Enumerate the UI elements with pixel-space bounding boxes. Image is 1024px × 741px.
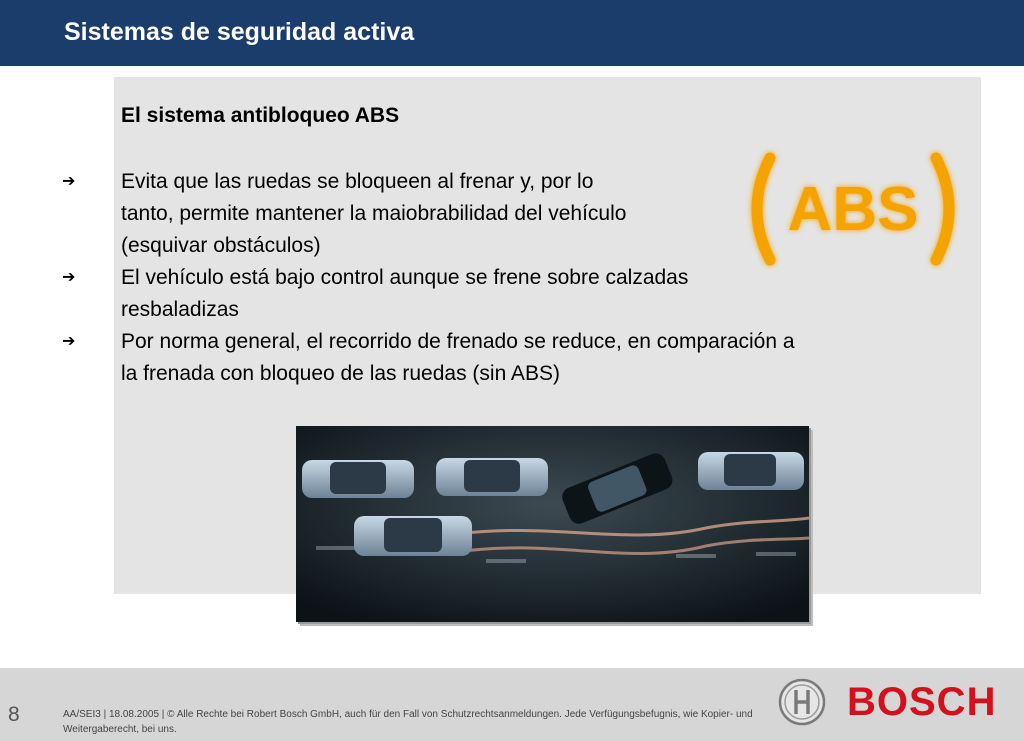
slide-title: Sistemas de seguridad activa [64,18,415,46]
page-number: 8 [8,703,20,726]
bullet-item [62,326,922,390]
bullet-line: Por norma general, el recorrido de frenado se reduce, en comparación a [121,330,795,353]
bullet-line: El vehículo está bajo control aunque se frene sobre calzadas [121,266,689,289]
bullet-line: (esquivar obstáculos) [121,234,321,257]
slide-subtitle: El sistema antibloqueo ABS [121,104,400,127]
bosch-logo: BOSCH [847,680,997,724]
bosch-emblem-icon [778,678,826,726]
arrow-right-icon: ➔ [62,333,76,350]
bullet-line: la frenada con bloqueo de las ruedas (sin ABS) [121,362,560,385]
cars-braking-photo [296,426,809,622]
bullet-line: resbaladizas [121,298,239,321]
bullet-line: tanto, permite mantener la maiobrabilidad del vehículo [121,202,627,225]
bullet-line: Evita que las ruedas se bloqueen al frenar y, por lo [121,170,594,193]
footer [0,668,1024,741]
arrow-right-icon: ➔ [62,173,76,190]
copyright-footnote: AA/SEI3 | 18.08.2005 | © Alle Rechte bei Robert Bosch GmbH, auch für den Fall von Schutzrechtsanmeldungen. Jede Verfügungsbefugnis, wie Kopier- und Weitergaberecht, bei uns. [63,709,753,735]
title-bar [0,0,1024,66]
abs-logo-text: ABS [787,175,919,244]
abs-warning-icon [738,144,968,274]
arrow-right-icon: ➔ [62,269,76,286]
